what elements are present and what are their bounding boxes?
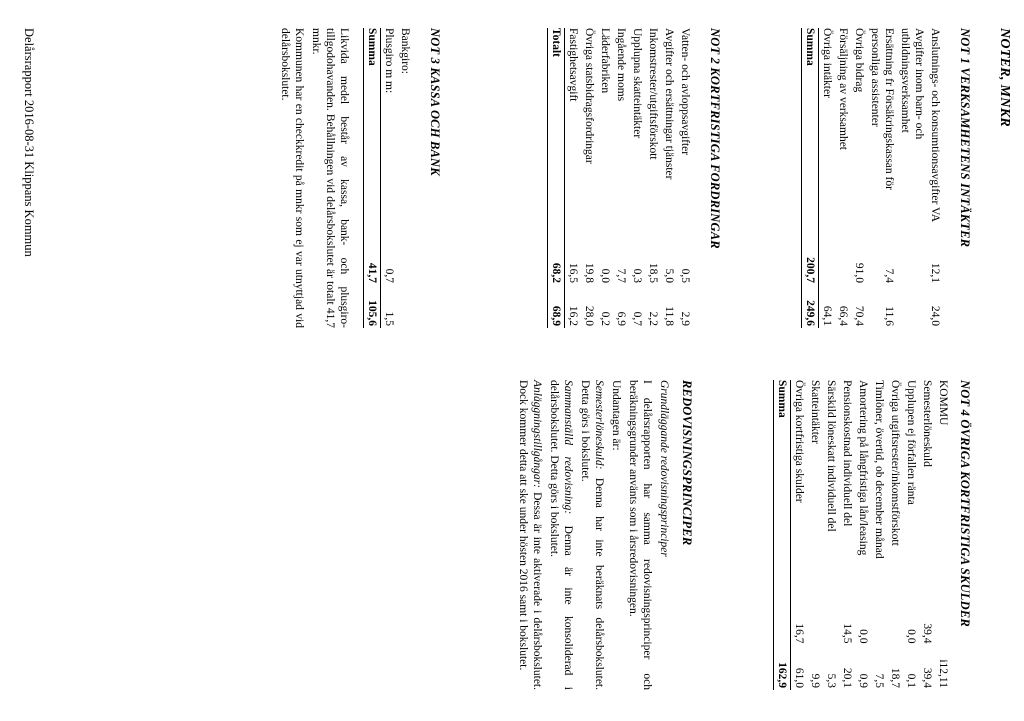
not1-heading: NOT 1 VERKSAMHETENS INTÄKTER [958,28,972,248]
not2-row [597,28,613,328]
not1-row-label: Försäljning av verksamhet [837,28,849,151]
not4-row [807,380,823,690]
not2-row-label: Vatten- och avloppsavgifter [679,28,691,156]
not2-row-v2: 11,8 [663,306,675,326]
not2-row-v1: 19,8 [583,262,595,283]
not3-row-v2: 1,5 [383,311,395,326]
not3-sum-v2: 105,6 [364,283,381,328]
page-title: NOTER, MNKR [997,28,1012,127]
not2-row-v1: 0,3 [631,268,643,283]
not1-row [819,28,836,328]
not1-row-v2 [897,283,927,328]
not2-row-v2: 0,7 [631,311,643,326]
not2-row-v1: 16,5 [567,262,579,283]
not4-section [773,380,972,690]
not2-row-v1: 7,7 [615,268,627,283]
not1-row [835,28,851,328]
not4-row [871,380,887,690]
not2-row-v1: 0,0 [599,268,611,283]
not4-row-v1: 0,0 [905,629,917,644]
not1-row-v1: 7,4 [883,268,895,283]
not2-row-v2: 6,9 [615,311,627,326]
not4-row-v1 [807,597,823,644]
not3-row-v2 [397,283,413,328]
not1-sum-v1: 200,7 [802,238,819,283]
not4-row-v2: 7,5 [873,673,885,688]
not4-sum-v2: 162,9 [774,644,791,691]
not3-text-2: Kommunen har en checkkredit på mnkr som ej var utnyttjad vid delårsbokslutet. [279,28,305,328]
not1-sum-v2: 249,6 [802,283,819,328]
not4-group-row [935,380,951,690]
not1-row-label: Övriga intäkter [821,28,833,98]
not4-row-label: Skatteintäkter [809,380,821,444]
not4-row-v1 [887,597,903,644]
not2-row-v1: 5,0 [663,268,675,283]
not1-row-label: Avgifter inom barn- och utbildningsverksamhet [899,28,925,140]
not2-row [661,28,677,328]
not2-row-v1: 18,5 [647,262,659,283]
not4-row-v1: 39,4 [921,623,933,644]
not4-row [919,380,935,690]
redovisning-p4 [547,380,575,690]
not4-row-v1: 0,0 [857,629,869,644]
not2-row-label: Läderfabriken [599,28,611,94]
not4-row-v2: 20,1 [841,667,853,688]
not1-row-v1 [835,238,851,283]
not4-row-v2: 0,1 [905,673,917,688]
not2-sum-row [548,28,565,328]
not4-group-label: KOMMU [937,380,949,426]
not2-sum-label: Totalt [548,28,565,238]
redovisning-p3-label: Semesterlöneskuld: [593,380,605,470]
not4-row-v2: 0,9 [857,673,869,688]
not3-row-v1: 0,7 [383,268,395,283]
not3-row-label: Plusgiro m m: [383,28,395,94]
not1-row [851,28,867,328]
not4-row [823,380,839,690]
not1-sum-row [802,28,819,328]
not2-sum-v1: 68,2 [548,238,565,283]
not1-row [897,28,927,328]
redovisning-subheading: Grundläggande redovisningsprinciper [658,380,670,557]
not2-table [547,28,693,328]
not4-row-v1 [871,597,887,644]
not2-row-label: Upplupna skatteintäkter [631,28,643,139]
not3-sum-row [364,28,381,328]
not4-row [855,380,871,690]
not4-sum-v1 [774,597,791,644]
redovisning-section [513,380,694,690]
not3-heading: NOT 3 KASSA OCH BANK [428,28,442,176]
not1-row [927,28,943,328]
not3-row-label: Bankgiro: [399,28,411,74]
redovisning-p5 [516,380,544,690]
not1-row-v2: 70,4 [853,305,865,326]
page-footer: Delårsrapport 2016-08-31 Klippans Kommun [22,28,36,257]
not2-row-v2: 16,2 [567,305,579,326]
not1-table [801,28,943,328]
not3-row [381,28,398,328]
not1-row [867,28,897,328]
not2-sum-v2: 68,9 [548,283,565,328]
not4-row-v2: 5,3 [825,673,837,688]
not2-row-label: Inkomstrester/utgiftsförskott [647,28,659,160]
not4-row [903,380,919,690]
not3-table [363,28,413,328]
not4-row-v2: 9,9 [809,673,821,688]
not4-row-label: Timlöner, övertid, ob december månad [873,380,885,559]
not2-section [547,28,722,328]
not2-row-label: Avgifter och ersättningar tjänster [663,28,675,180]
not2-row [677,28,693,328]
not2-row [613,28,629,328]
not2-row-v2: 2,2 [647,311,659,326]
not2-row-v2: 28,0 [583,305,595,326]
not1-section [801,28,972,328]
not2-row-v2: 0,2 [599,311,611,326]
not1-row-v1: 12,1 [929,262,941,283]
redovisning-p4-label: Sammanställd redovisning: [562,380,574,515]
not4-row-v2: 61,0 [793,667,805,688]
not1-row-v1 [819,238,836,283]
not3-section [275,28,442,328]
not3-sum-v1: 41,7 [364,238,381,283]
not4-row-v1: 16,7 [793,623,805,644]
not2-row [629,28,645,328]
redovisning-heading: REDOVISNINGSPRINCIPER [680,380,694,546]
not1-row-v2: 24,0 [929,305,941,326]
not4-row-label: Särskild löneskatt individuell del [825,380,837,532]
not2-row [581,28,597,328]
redovisning-p2: Undantagen är: [610,380,622,451]
not1-row-v1 [897,238,927,283]
not4-row-label: Övriga utgiftsrester/inkomstförskott [889,380,901,546]
not2-row-label: Ingående moms [615,28,627,102]
not1-row-label: Övriga bidrag [853,28,865,93]
not4-row [791,380,808,690]
redovisning-p5-label: Anläggningstillgångar: [531,380,543,488]
not4-row-label: Upplupen ej förfallen ränta [905,380,917,505]
not4-table [773,380,951,690]
not4-row [887,380,903,690]
not4-row-label: Övriga kortfristiga skulder [793,380,805,503]
not4-row-label: Pensionskostnad individuell del [841,380,853,527]
not1-row-label: Ersättning fr Försäkringskassan för personliga assistenter [869,28,895,190]
not1-sum-label: Summa [802,28,819,238]
not4-row-v1: 14,5 [841,623,853,644]
not2-row-v2: 2,9 [679,311,691,326]
not4-heading: NOT 4 ÖVRIGA KORTFRISTIGA SKULDER [958,380,972,627]
not4-sum-row [774,380,791,690]
not2-heading: NOT 2 KORTFRISTIGA FORDRINGAR [708,28,722,249]
not4-group-value: i12,11 [937,659,949,688]
not2-row-v1: 0,5 [679,268,691,283]
not1-row-v2: 66,4 [837,305,849,326]
not2-row [565,28,582,328]
not4-row-v2: 18,7 [889,667,901,688]
not1-row-v2: 11,6 [883,306,895,326]
redovisning-p3-text: Denna har inte beräknats delårsbokslutet. Detta görs i bokslutet. [579,380,605,690]
not4-sum-label: Summa [774,380,791,597]
not3-sum-label: Summa [364,28,381,238]
redovisning-p1: I delårsrapporten har samma redovisningsprinciper och beräkningsgrunder använts som i årsredovisningen. [627,380,653,690]
not4-row-label: Amortering på långfristiga lån/leasing [857,380,869,556]
not1-row-v2: 64,1 [821,305,833,326]
not3-text-1: Likvida medel består av kassa, bank- och plusgiro-tillgodohavanden. Behållningen vid delårsbokslutet är totalt 41,7 mnkr. [310,28,350,328]
redovisning-p4-text: Denna är inte konsoliderad i delårsbokslutet. Detta görs i bokslutet. [548,380,574,690]
not1-row-v1: 91,0 [853,262,865,283]
not1-row-label: Anslutnings- och konsumtionsavgifter VA [929,28,941,223]
not4-row-v1 [823,597,839,644]
not4-row [839,380,855,690]
not4-row-v2: 39,4 [921,667,933,688]
not3-row [397,28,413,328]
not4-row-label: Semesterlöneskuld [921,380,933,467]
not3-row-v1 [397,238,413,283]
redovisning-p5-text: Dessa är inte aktiverade i delårsbokslutet. Dock kommer detta att ske under hösten 2016 samt i bokslutet. [517,380,543,690]
not2-row [645,28,661,328]
not2-row-label: Övriga statsbidragsfordringar [583,28,595,164]
not2-row-label: Fastighetsavgift [567,28,579,102]
redovisning-p3 [578,380,606,690]
